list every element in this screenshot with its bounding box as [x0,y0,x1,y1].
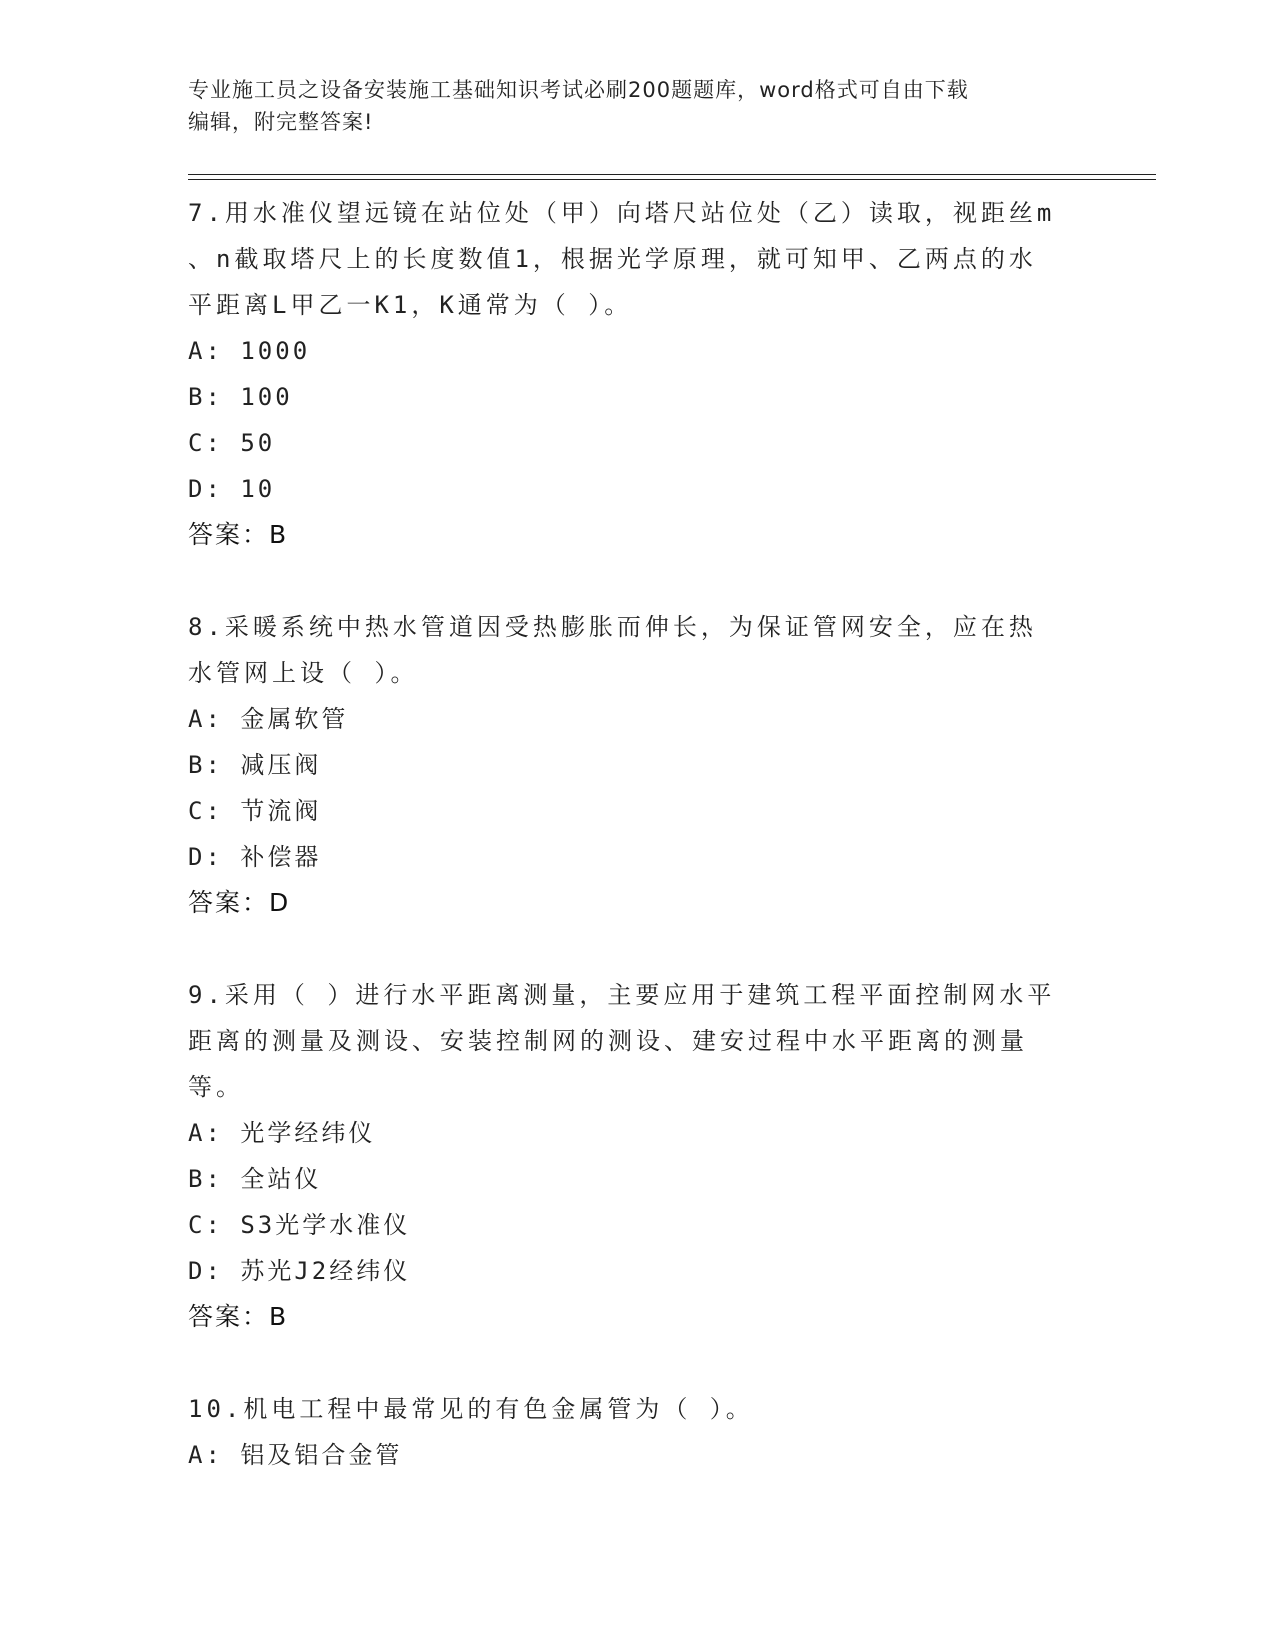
option-b: B: 100 [188,383,293,411]
document-header [188,74,1088,138]
question-stem-line: 平距离L甲乙一K1，K通常为（ ）。 [188,291,633,319]
question-spacer [188,558,1088,604]
question-stem-line: 8.采暖系统中热水管道因受热膨胀而伸长，为保证管网安全，应在热 [188,613,1037,641]
question-stem-line: 10.机电工程中最常见的有色金属管为（ ）。 [188,1395,754,1423]
option-a: A: 铝及铝合金管 [188,1441,403,1469]
question-spacer [188,1340,1088,1386]
header-title-line-2: 编辑，附完整答案! [188,110,374,134]
question-stem-line: 距离的测量及测设、安装控制网的测设、建安过程中水平距离的测量 [188,1027,1028,1055]
option-a: A: 光学经纬仪 [188,1119,376,1147]
question-8 [188,604,1088,926]
question-stem-line: 等。 [188,1073,244,1101]
option-d: D: 苏光J2经纬仪 [188,1257,411,1285]
option-c: C: S3光学水准仪 [188,1211,411,1239]
option-a: A: 1000 [188,337,311,365]
option-d: D: 10 [188,475,276,503]
question-list [188,190,1088,1478]
question-spacer [188,926,1088,972]
option-c: C: 节流阀 [188,797,322,825]
option-a: A: 金属软管 [188,705,349,733]
question-10 [188,1386,1088,1478]
header-rule-bottom [188,179,1156,180]
question-stem-line: 9.采用（ ）进行水平距离测量，主要应用于建筑工程平面控制网水平 [188,981,1056,1009]
question-stem-line: 水管网上设（ ）。 [188,659,419,687]
question-stem-line: 、n截取塔尺上的长度数值1，根据光学原理，就可知甲、乙两点的水 [188,245,1037,273]
header-title-line-1: 专业施工员之设备安装施工基础知识考试必刷200题题库，word格式可自由下载 [188,78,969,102]
option-d: D: 补偿器 [188,843,322,871]
question-7 [188,190,1088,558]
answer-line: 答案：B [188,520,289,549]
answer-line: 答案：D [188,888,291,917]
option-c: C: 50 [188,429,276,457]
header-rule-top [188,174,1156,175]
option-b: B: 减压阀 [188,751,322,779]
answer-line: 答案：B [188,1302,289,1331]
question-stem-line: 7.用水准仪望远镜在站位处（甲）向塔尺站位处（乙）读取，视距丝m [188,199,1056,227]
option-b: B: 全站仪 [188,1165,322,1193]
question-9 [188,972,1088,1340]
